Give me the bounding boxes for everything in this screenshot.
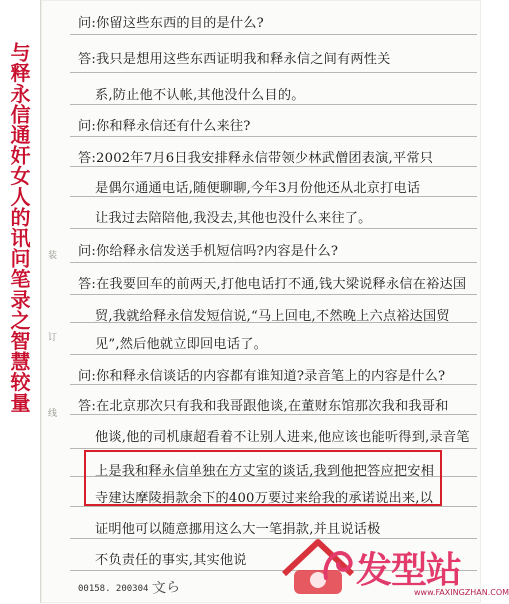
ruled-line bbox=[70, 414, 477, 415]
watermark-text: 发型站 bbox=[356, 550, 462, 591]
record-line: 问:你留这些东西的目的是什么? bbox=[78, 16, 264, 31]
record-line: 问:你和释永信谈话的内容都有谁知道?录音笔上的内容是什么? bbox=[78, 369, 446, 384]
record-line: 是偶尔通通电话,随便聊聊,今年3月份他还从北京打电话 bbox=[95, 181, 421, 196]
record-line: 贸,我就给释永信发短信说,“马上回电,不然晚上六点裕达国贸 bbox=[95, 309, 450, 324]
record-line: 问:你给释永信发送手机短信吗?内容是什么? bbox=[78, 244, 339, 259]
record-line: 答:2002年7月6日我安排释永信带领少林武僧团表演,平常只 bbox=[78, 151, 434, 166]
margin-mark: 线 bbox=[48, 409, 58, 419]
record-line: 他谈,他的司机康超看着不让别人进来,他应该也能听得到,录音笔 bbox=[95, 430, 470, 445]
record-line: 上是我和释永信单独在方丈室的谈话,我到他把答应把安相 bbox=[95, 464, 435, 479]
ruled-line bbox=[70, 506, 477, 507]
record-line: 寺建达摩陵捐款余下的400万要过来给我的承诺说出来,以 bbox=[95, 491, 434, 506]
record-line: 不负责任的事实,其实他说 bbox=[95, 553, 247, 568]
record-line: 证明他可以随意挪用这么大一笔捐款,并且说话极 bbox=[95, 522, 381, 537]
ruled-line bbox=[70, 354, 477, 355]
watermark-url: www.FAXINGZHAN.COM bbox=[414, 588, 509, 597]
signature: 文ら bbox=[151, 579, 181, 597]
watermark-swirl-icon bbox=[318, 538, 358, 588]
ruled-line bbox=[70, 228, 477, 229]
ruled-line bbox=[70, 136, 477, 137]
ruled-line bbox=[70, 384, 477, 385]
margin-mark: 订 bbox=[48, 333, 58, 343]
record-line: 系,防止他不认帐,其他没什么目的。 bbox=[95, 88, 305, 103]
binding-margin bbox=[48, 0, 62, 603]
record-line: 见”,然后他就立即回电话了。 bbox=[95, 337, 267, 352]
ruled-line bbox=[70, 166, 477, 167]
ruled-line bbox=[70, 448, 477, 449]
ruled-line bbox=[70, 72, 477, 73]
page-code: 00158. 200304 bbox=[78, 584, 149, 594]
highlight-box bbox=[84, 450, 442, 506]
ruled-line bbox=[70, 104, 477, 105]
margin-mark: 装 bbox=[48, 251, 58, 261]
record-line: 问:你和释永信还有什么来往? bbox=[78, 119, 251, 134]
record-line: 让我过去陪陪他,我没去,其他也没什么来往了。 bbox=[95, 211, 372, 226]
ruled-line bbox=[70, 34, 477, 35]
record-line: 答:在北京那次只有我和我哥跟他谈,在董财东馆那次我和我哥和 bbox=[78, 399, 449, 414]
ruled-line bbox=[70, 294, 477, 295]
record-line: 答:我只是想用这些东西证明我和释永信之间有两性关 bbox=[78, 52, 391, 67]
record-line: 答:在我要回车的前两天,打他电话打不通,钱大梁说释永信在裕达国 bbox=[78, 277, 467, 292]
ruled-line bbox=[70, 262, 477, 263]
side-title: 与释永信通奸女人的讯问笔录之智慧较量 bbox=[7, 41, 31, 413]
watermark bbox=[278, 530, 509, 600]
ruled-line bbox=[70, 196, 477, 197]
